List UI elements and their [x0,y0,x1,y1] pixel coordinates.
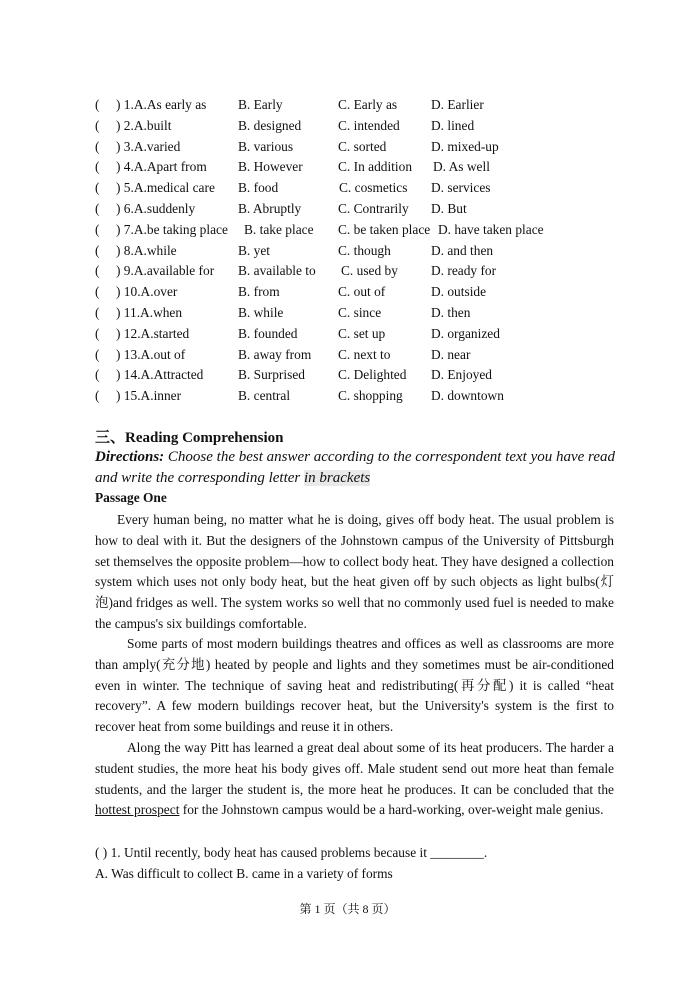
option-c: C. Contrarily [338,200,409,216]
cloze-row [95,303,635,324]
option-c: C. shopping [338,388,403,404]
cloze-row [95,157,635,178]
option-c: C. Delighted [338,367,407,383]
page-footer: 第 1 页（共 8 页） [299,902,396,916]
option-a: ) 1.A.As early as [116,97,207,112]
option-c: C. out of [338,284,386,300]
answer-bracket: ( [95,200,100,216]
cloze-row [95,365,635,386]
p3-text-before: Along the way Pitt has learned a great deal about some of its heat producers. The harder a student studies, the more heat his body gives off. Male student send out more heat than female students, and the larger the student is, the more heat he produces. It can be concluded that the [95,740,614,797]
cloze-row [95,199,635,220]
option-d: D. organized [431,325,500,341]
option-b: B. Surprised [238,367,305,383]
option-d: D. then [431,304,471,320]
directions-text: Choose the best answer according to the correspondent text you have read and write the corresponding letter [95,449,615,486]
option-b: B. while [238,304,284,320]
cloze-options-list [95,95,635,407]
option-a: ) 5.A.medical care [116,180,215,196]
option-d: D. downtown [431,388,504,404]
p3-text-after: for the Johnstown campus would be a hard-working, over-weight male genius. [179,802,604,818]
question-options: A. Was difficult to collect B. came in a variety of forms [95,866,393,881]
option-a: ) 15.A.inner [116,388,182,404]
answer-bracket: ( [95,117,100,133]
option-b: B. designed [238,117,302,133]
option-a: ) 13.A.out of [116,346,186,362]
option-b: B. Early [238,97,283,112]
passage-title: Passage One [95,490,167,505]
option-a: ) 14.A.Attracted [116,367,204,383]
option-d: D. Enjoyed [431,367,492,383]
option-a: ) 6.A.suddenly [116,200,196,216]
answer-bracket: ( [95,346,100,362]
option-a: ) 8.A.while [116,242,177,258]
cloze-row [95,261,635,282]
option-a: ) 11.A.when [116,304,183,320]
option-d: D. have taken place [438,221,544,237]
option-b: B. central [238,388,291,404]
option-b: B. available to [238,263,316,279]
option-d: D. and then [431,242,494,258]
option-a: ) 10.A.over [116,284,178,300]
option-c: C. used by [341,263,398,279]
option-a: ) 12.A.started [116,325,190,341]
option-d: D. mixed-up [431,138,499,154]
option-d: D. near [431,346,471,362]
option-b: B. various [238,138,294,154]
answer-bracket: ( [95,242,100,258]
answer-bracket: ( [95,159,100,175]
answer-bracket: ( [95,97,100,112]
option-d: D. As well [433,159,490,175]
option-b: B. Abruptly [238,200,302,216]
underlined-phrase: hottest prospect [95,802,180,818]
option-a: ) 9.A.available for [116,263,215,279]
passage-paragraph-3 [95,738,614,821]
option-c: C. next to [338,346,391,362]
option-d: D. Earlier [431,97,484,112]
cloze-row [95,282,635,303]
option-d: D. lined [431,117,475,133]
option-b: B. away from [238,346,312,362]
cloze-row [95,116,635,137]
passage-paragraph-2: Some parts of most modern buildings theatres and offices as well as classrooms are more than amply(充分地) heated by people and lights and they sometimes must be air-conditioned even in winter. The technique of saving heat and redistributing(再分配) it is called “heat recovery”. A few modern buildings recover heat, but the University's system is the first to recover heat from some buildings and reuse it in others. [95,636,614,735]
question-stem: ( ) 1. Until recently, body heat has caused problems because it ________. [95,845,488,860]
passage-paragraph-1: Every human being, no matter what he is doing, gives off body heat. The usual problem is how to deal with it. But the designers of the Johnstown campus of the University of Pittsburgh set themselves the opposite problem—how to collect body heat. They have designed a collection system which uses not only body heat, but the heat given off by such objects as light bulbs(灯泡)and fridges as well. The system works so well that no commonly used fuel is needed to make the campus's six buildings comfortable. [95,512,614,631]
option-c: C. set up [338,325,386,341]
option-b: B. However [238,159,303,175]
directions-label: Directions: [95,449,165,465]
directions-highlight: in brackets [304,470,371,486]
option-b: B. take place [244,221,314,237]
option-c: C. though [338,242,391,258]
answer-bracket: ( [95,388,100,404]
directions [95,447,615,489]
cloze-row [95,178,635,199]
option-c: C. sorted [338,138,387,154]
option-a: ) 4.A.Apart from [116,159,207,175]
option-b: B. yet [238,242,270,258]
section-title: 三、Reading Comprehension [95,430,284,446]
answer-bracket: ( [95,325,100,341]
answer-bracket: ( [95,138,100,154]
option-c: C. Early as [338,97,398,112]
option-a: ) 2.A.built [116,117,172,133]
answer-bracket: ( [95,367,100,383]
option-b: B. from [238,284,280,300]
option-c: C. intended [338,117,400,133]
answer-bracket: ( [95,263,100,279]
cloze-row [95,95,635,116]
cloze-row [95,324,635,345]
option-d: D. outside [431,284,487,300]
option-b: B. founded [238,325,298,341]
option-c: C. be taken place [338,221,431,237]
cloze-row [95,386,635,407]
answer-bracket: ( [95,180,100,196]
answer-bracket: ( [95,284,100,300]
option-a: ) 3.A.varied [116,138,181,154]
cloze-row [95,345,635,366]
cloze-row [95,137,635,158]
answer-bracket: ( [95,304,100,320]
option-d: D. ready for [431,263,497,279]
option-c: C. since [338,304,382,320]
option-b: B. food [238,180,279,196]
answer-bracket: ( [95,221,100,237]
option-c: C. cosmetics [339,180,408,196]
cloze-row [95,220,635,241]
option-a: ) 7.A.be taking place [116,221,228,237]
option-c: C. In addition [338,159,413,175]
option-d: D. But [431,200,467,216]
cloze-row [95,241,635,262]
option-d: D. services [431,180,491,196]
